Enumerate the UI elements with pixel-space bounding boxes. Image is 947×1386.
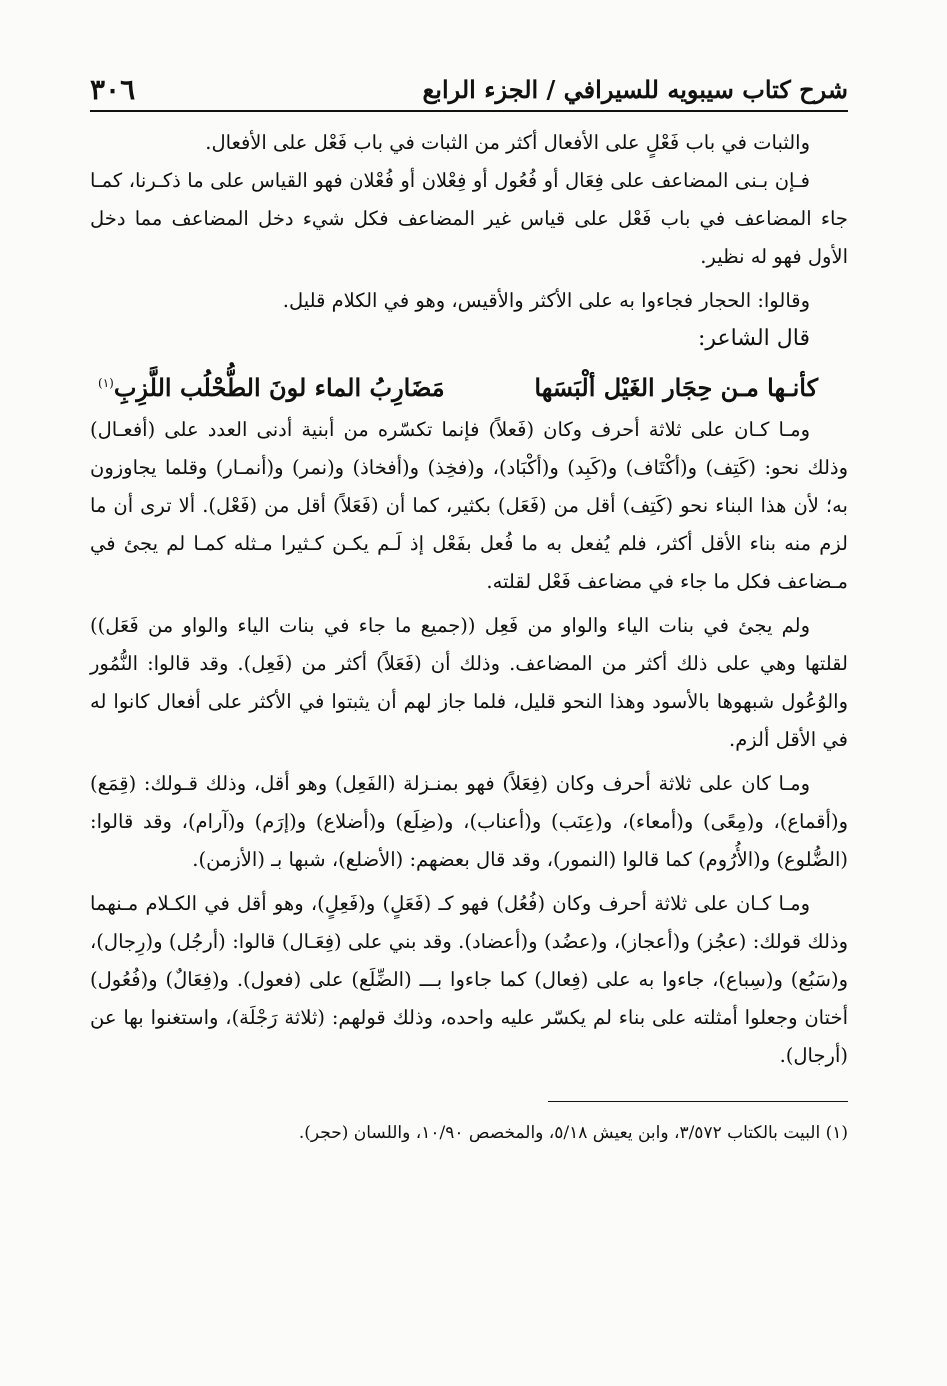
paragraph: ولم يجئ في بنات الياء والواو من فَعِل ((جميع ما جاء في بنات الياء والواو من فَعَل)) لقلتها وهي على ذلك أكثر من المضاعف. وذلك أن (فَعَلاً) أكثر من (فَعِل). وقد قالوا: النُّمُور والوُعُول شبهوها بالأسود وهذا النحو قليل، فلما جاز لهم أن يثبتوا في الأكثر على أفعال كانوا له في الأقل ألزم.: [90, 614, 848, 751]
running-header: [90, 62, 848, 112]
book-title: شرح كتاب سيبويه للسيرافي / الجزء الرابع: [422, 75, 848, 104]
footnote-marker[interactable]: (١): [98, 376, 114, 390]
second-hemistich-wrap: [98, 362, 445, 409]
paragraph: ومـا كان على ثلاثة أحرف وكان (فِعَلاً) فهو بمنـزلة (الفَعِل) وهو أقل، وذلك قـولك: (قِمَع) و(أقماع)، و(مِعًى) و(أمعاء)، و(عِنَب) و(أعناب)، و(ضِلَع) و(أضلاع) و(إرَم) و(آرام)، وقد قالوا: (الضُّلوع) و(الأُرُوم) كما قالوا (النمور)، وقد قال بعضهم: (الأضلع)، شبها بـ (الأزمن).: [90, 772, 848, 871]
second-hemistich: مَضَارِبُ الماء لونَ الطُّحْلُب اللَّزِبِ: [113, 373, 445, 402]
paragraph: ومـا كـان على ثلاثة أحرف وكان (فَعلاً) فإنما تكسّره من أبنية أدنى العدد على (أفعـال) وذلك نحو: (كَتِف) و(أكْتَاف) و(كَبِد) و(أكْبَاد)، و(فخِذ) و(أفخاذ) و(نمر) و(أنمـار) وقلما يجاوزون به؛ لأن هذا البناء نحو (كَتِف) أقل من (فَعَل) بكثير، كما أن (فَعَلاً) أقل من (فَعْل). ألا ترى أن ما لزم منه بناء الأقل أكثر، فلم يُفعل به ما فُعل بفَعْل إذ لَـم يكـن كـثيرا مـثله كمـا لم يجئ في مـضاعف فكل ما جاء في مضاعف فَعْل لقلته.: [90, 418, 848, 593]
paragraph: وقالوا: الحجار فجاءوا به على الأكثر والأقيس، وهو في الكلام قليل.: [282, 289, 810, 312]
poem-verse: [90, 358, 848, 411]
main-text: [90, 124, 848, 1075]
paragraph: فـإن بـنى المضاعف على فِعَال أو فُعُول أو فِعْلان أو فُعْلان فهو القياس على ما ذكـرنا، كمـا جاء المضاعف في باب فَعْل على قياس غير المضاعف فكل شيء دخل المضاعف مما دخل الأول فهو له نظير.: [90, 169, 848, 268]
paragraph: والثبات في باب فَعْلٍ على الأفعال أكثر من الثبات في باب فَعْل على الأفعال.: [205, 131, 810, 154]
page: [90, 62, 848, 1165]
footnote-divider: [548, 1101, 848, 1102]
first-hemistich: كأنـها مـن حِجَار الغَيْل ألْبَسَها: [534, 373, 818, 402]
page-number: ٣٠٦: [90, 73, 136, 106]
poem-intro: قال الشاعر:: [697, 326, 810, 351]
footnote: (١) البيت بالكتاب ٣/٥٧٢، وابن يعيش ٥/١٨، والمخصص ١٠/٩٠، واللسان (حجر).: [298, 1123, 848, 1143]
paragraph: ومـا كـان على ثلاثة أحرف وكان (فُعُل) فهو كـ (فَعَلٍ) و(فَعِلٍ)، وهو أقل في الكـلام مـنهما وذلك قولك: (عجُز) و(أعجاز)، و(عضُد) و(أعضاد). وقد بني على (فِعَـال) قالوا: (أرجُل) و(رِجال)، و(سَبُع) و(سِباع)، جاءوا به على (فِعال) كما جاءوا بـــ (الضِّلَع) على (فعول). و(فِعَالٌ) و(فُعُول) أختان وجعلوا أمثلته على بناء لم يكسّر عليه واحده، وذلك قولهم: (ثلاثة رَجْلَة)، واستغنوا بها عن (أرجال).: [90, 892, 848, 1067]
